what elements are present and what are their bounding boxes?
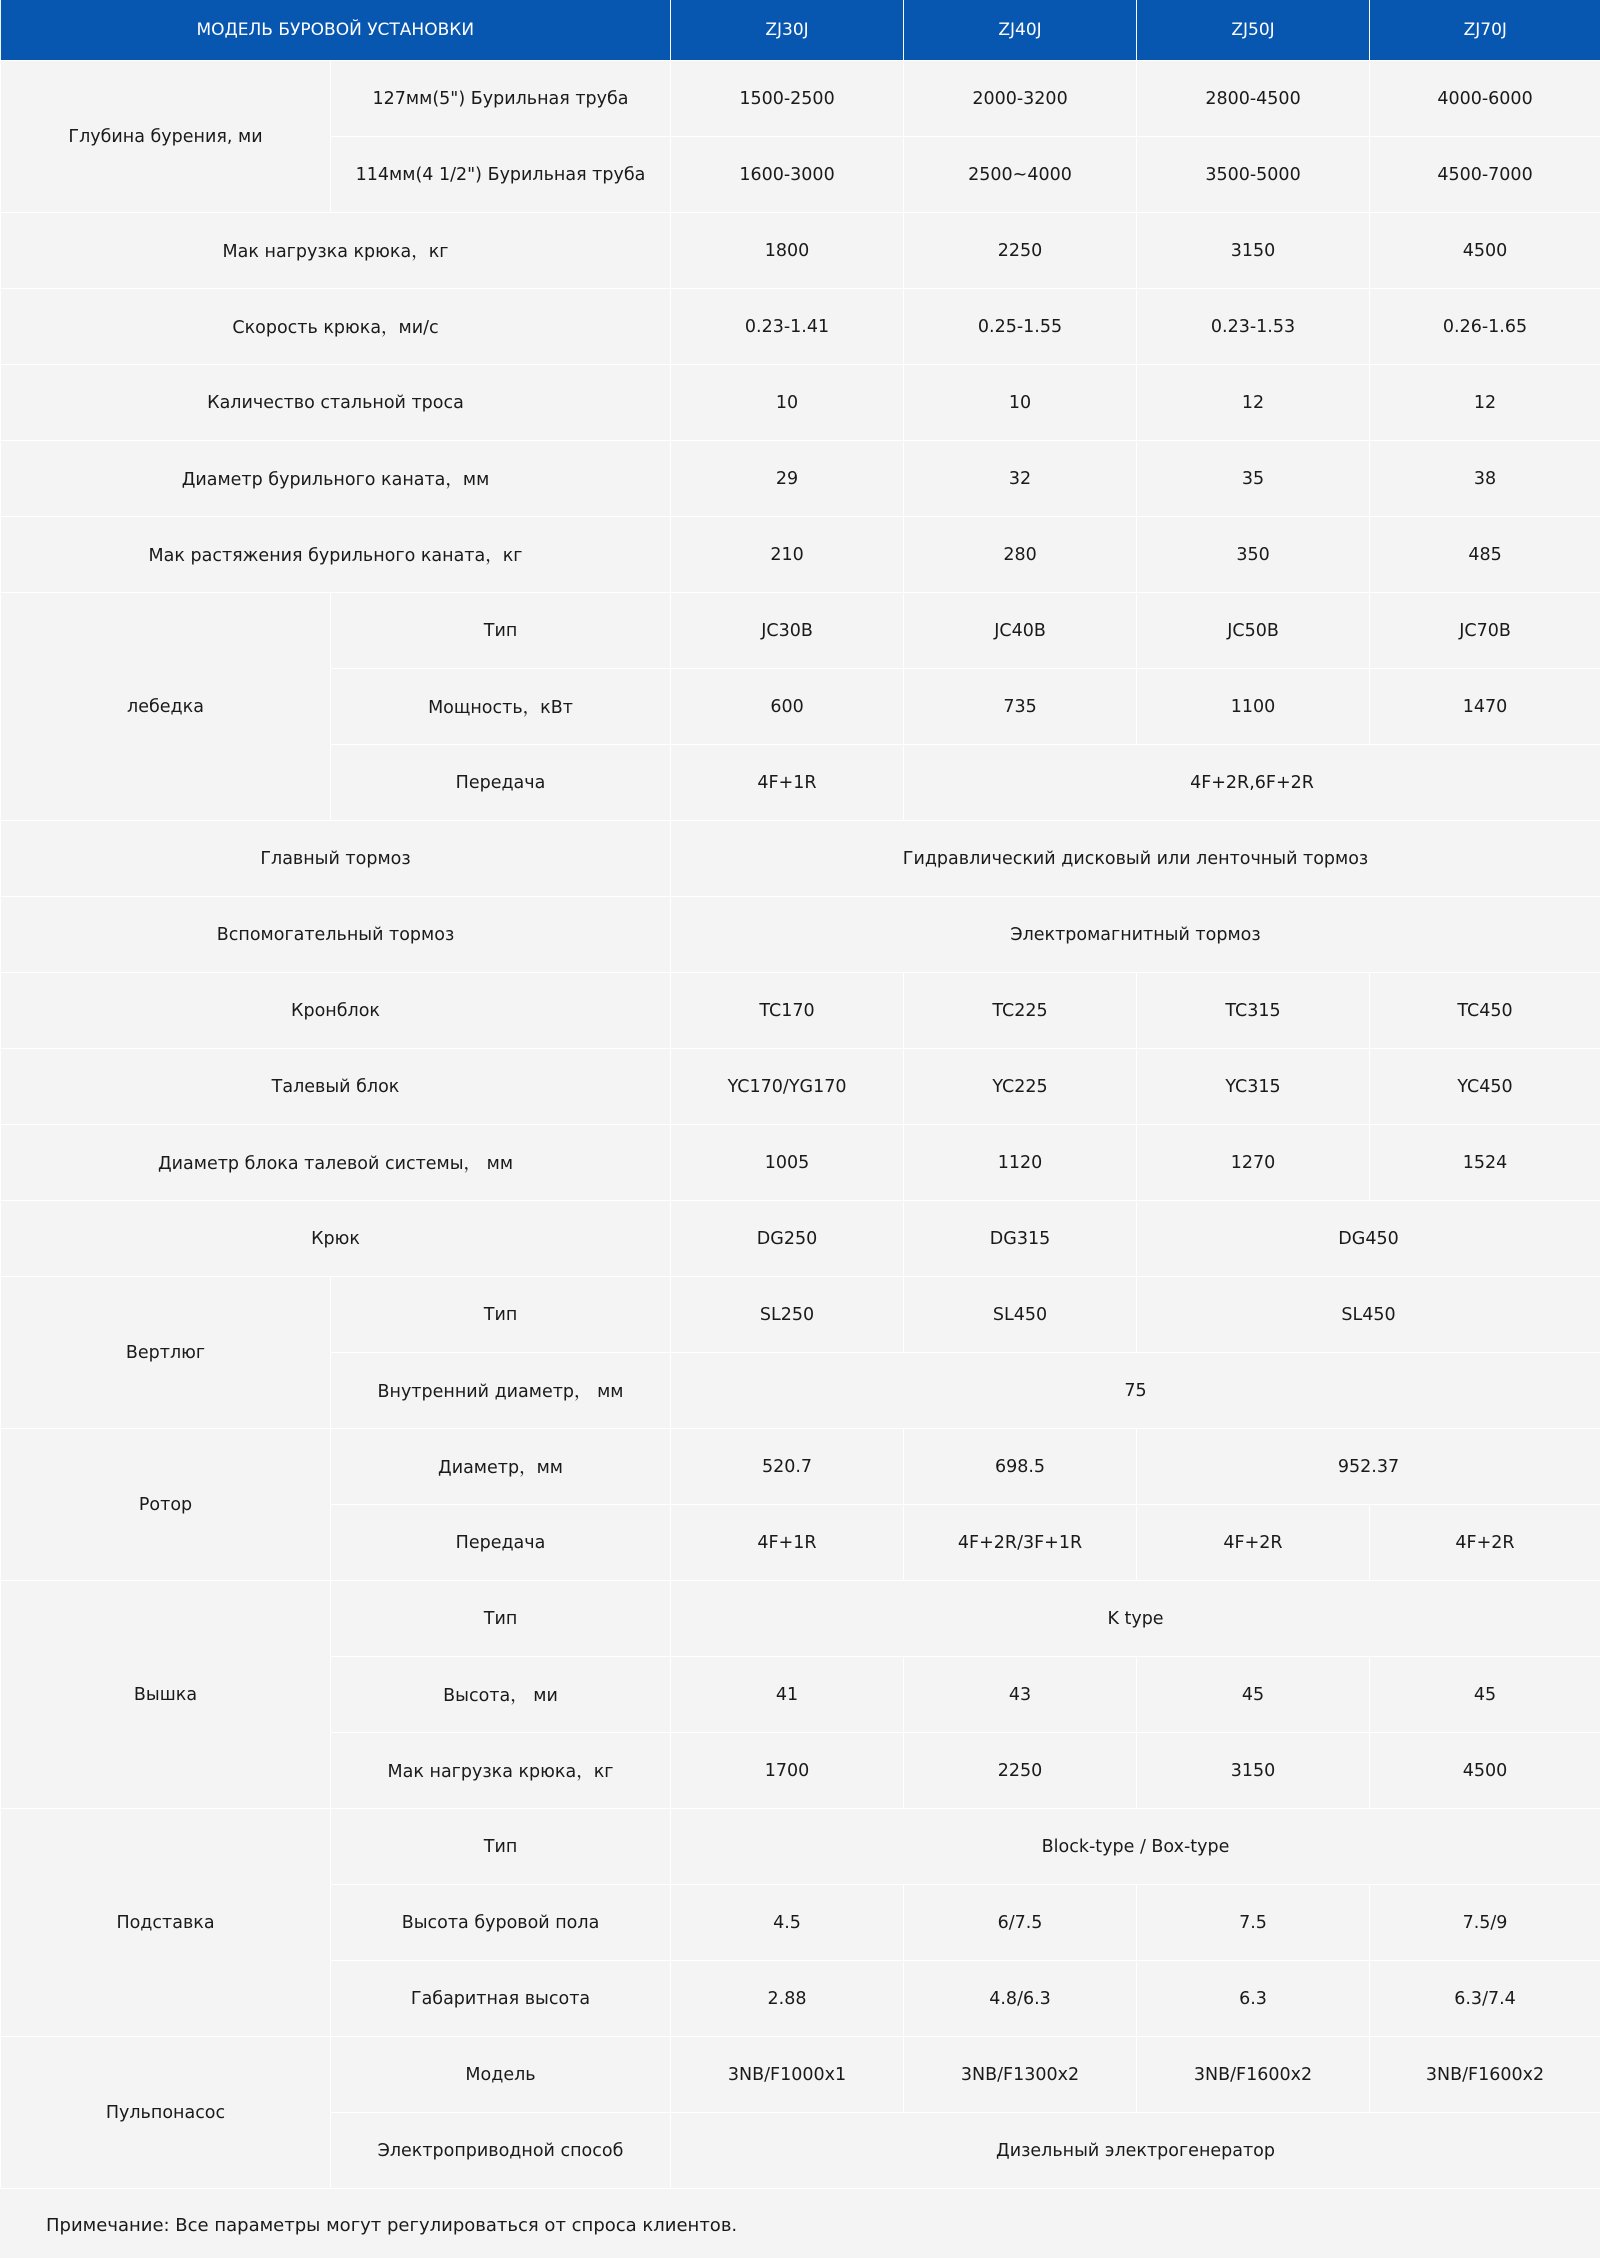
value-cell: 698.5 [904,1429,1137,1505]
value-cell: JC70B [1370,593,1600,669]
value-cell: YC315 [1137,1049,1370,1125]
param-label: Модель [331,2037,671,2113]
value-cell: 4F+2R [1137,1505,1370,1581]
table-row [1,1581,1600,1657]
param-label: Скорость крюка，ми/с [1,289,671,365]
param-label: Талевый блок [1,1049,671,1125]
value-cell: TC225 [904,973,1137,1049]
value-cell: 38 [1370,441,1600,517]
param-label: Электроприводной способ [331,2113,671,2189]
header-model-zj30j: ZJ30J [671,0,904,61]
value-cell: 4F+2R/3F+1R [904,1505,1137,1581]
value-cell: 1600-3000 [671,137,904,213]
value-cell: JC40B [904,593,1137,669]
value-cell: 3NB/F1300x2 [904,2037,1137,2113]
param-label: Тип [331,593,671,669]
value-cell: 485 [1370,517,1600,593]
value-cell-merged: 952.37 [1137,1429,1600,1505]
value-cell: 3150 [1137,1733,1370,1809]
table-row [1,1429,1600,1505]
value-cell: 4000-6000 [1370,61,1600,137]
param-label: Тип [331,1277,671,1353]
param-label: Мак нагрузка крюка，кг [331,1733,671,1809]
value-cell: DG250 [671,1201,904,1277]
value-cell: 2250 [904,213,1137,289]
value-cell: YC170/YG170 [671,1049,904,1125]
table-row [1,821,1600,897]
table-row [1,2037,1600,2113]
value-cell: 600 [671,669,904,745]
value-cell: 1100 [1137,669,1370,745]
table-row [1,441,1600,517]
value-cell: 2.88 [671,1961,904,2037]
value-cell: DG315 [904,1201,1137,1277]
param-label: Габаритная высота [331,1961,671,2037]
param-label: Кронблок [1,973,671,1049]
value-cell: 520.7 [671,1429,904,1505]
group-label-drilling-depth: Глубина бурения, ми [1,61,331,213]
value-cell: 1700 [671,1733,904,1809]
header-model-label: МОДЕЛЬ БУРОВОЙ УСТАНОВКИ [1,0,671,61]
value-cell: 32 [904,441,1137,517]
value-cell: SL250 [671,1277,904,1353]
param-label: Передача [331,1505,671,1581]
value-cell: 2500~4000 [904,137,1137,213]
header-model-zj70j: ZJ70J [1370,0,1600,61]
value-cell: 210 [671,517,904,593]
value-cell: 1005 [671,1125,904,1201]
value-cell: 2000-3200 [904,61,1137,137]
param-label: Диаметр блока талевой системы， мм [1,1125,671,1201]
value-cell: JC30B [671,593,904,669]
param-label: Высота буровой пола [331,1885,671,1961]
value-cell: 2250 [904,1733,1137,1809]
value-cell: 4.8/6.3 [904,1961,1137,2037]
table-row [1,897,1600,973]
value-cell: 45 [1370,1657,1600,1733]
value-cell: SL450 [904,1277,1137,1353]
value-cell: 35 [1137,441,1370,517]
value-cell: 6.3 [1137,1961,1370,2037]
value-cell: 1500-2500 [671,61,904,137]
value-cell: 4500-7000 [1370,137,1600,213]
value-cell: 12 [1137,365,1370,441]
header-row [1,0,1600,61]
param-label: 114мм(4 1/2") Бурильная труба [331,137,671,213]
value-cell: TC450 [1370,973,1600,1049]
group-label-mast: Вышка [1,1581,331,1809]
group-label-substructure: Подставка [1,1809,331,2037]
param-label: Тип [331,1809,671,1885]
value-cell: 0.25-1.55 [904,289,1137,365]
value-cell: YC225 [904,1049,1137,1125]
value-cell: 280 [904,517,1137,593]
table-row [1,1049,1600,1125]
table-row [1,289,1600,365]
value-cell-merged: Дизельный электрогенератор [671,2113,1600,2189]
param-label: Каличество стальной троса [1,365,671,441]
table-row [1,365,1600,441]
header-model-zj50j: ZJ50J [1137,0,1370,61]
value-cell-merged: 75 [671,1353,1600,1429]
param-label: Передача [331,745,671,821]
param-label: Крюк [1,1201,671,1277]
value-cell: 4F+1R [671,745,904,821]
table-row [1,1201,1600,1277]
param-label: Внутренний диаметр， мм [331,1353,671,1429]
table-row [1,61,1600,137]
value-cell: 1800 [671,213,904,289]
group-label-mud-pump: Пульпонасос [1,2037,331,2189]
value-cell: 7.5/9 [1370,1885,1600,1961]
value-cell: 0.23-1.53 [1137,289,1370,365]
value-cell: TC170 [671,973,904,1049]
value-cell-merged: 4F+2R,6F+2R [904,745,1600,821]
value-cell: JC50B [1137,593,1370,669]
value-cell: 43 [904,1657,1137,1733]
value-cell: 3NB/F1600x2 [1370,2037,1600,2113]
value-cell: 735 [904,669,1137,745]
value-cell: 10 [671,365,904,441]
header-model-zj40j: ZJ40J [904,0,1137,61]
table-row [1,213,1600,289]
param-label: 127мм(5") Бурильная труба [331,61,671,137]
value-cell: 29 [671,441,904,517]
value-cell: 3150 [1137,213,1370,289]
param-label: Главный тормоз [1,821,671,897]
value-cell: 1120 [904,1125,1137,1201]
param-label: Мощность，кВт [331,669,671,745]
value-cell: 7.5 [1137,1885,1370,1961]
value-cell: 1470 [1370,669,1600,745]
group-label-swivel: Вертлюг [1,1277,331,1429]
param-label: Диаметр，мм [331,1429,671,1505]
value-cell: 4F+2R [1370,1505,1600,1581]
param-label: Высота， ми [331,1657,671,1733]
value-cell: 4F+1R [671,1505,904,1581]
value-cell: 45 [1137,1657,1370,1733]
value-cell: 4.5 [671,1885,904,1961]
table-row [1,973,1600,1049]
table-row [1,1277,1600,1353]
value-cell-merged: DG450 [1137,1201,1600,1277]
value-cell: 41 [671,1657,904,1733]
value-cell: TC315 [1137,973,1370,1049]
value-cell: YC450 [1370,1049,1600,1125]
value-cell: 350 [1137,517,1370,593]
table-row [1,517,1600,593]
value-cell: 4500 [1370,1733,1600,1809]
value-cell-merged: Block-type / Box-type [671,1809,1600,1885]
table-row [1,1125,1600,1201]
value-cell-merged: SL450 [1137,1277,1600,1353]
value-cell: 0.23-1.41 [671,289,904,365]
table-row [1,593,1600,669]
value-cell-merged: Электромагнитный тормоз [671,897,1600,973]
group-label-drawworks: лебедка [1,593,331,821]
value-cell: 1270 [1137,1125,1370,1201]
value-cell: 3500-5000 [1137,137,1370,213]
value-cell: 3NB/F1600x2 [1137,2037,1370,2113]
param-label: Тип [331,1581,671,1657]
value-cell: 1524 [1370,1125,1600,1201]
group-label-rotary: Ротор [1,1429,331,1581]
value-cell: 0.26-1.65 [1370,289,1600,365]
value-cell-merged: Гидравлический дисковый или ленточный тормоз [671,821,1600,897]
param-label: Мак растяжения бурильного каната，кг [1,517,671,593]
table-row [1,1809,1600,1885]
param-label: Вспомогательный тормоз [1,897,671,973]
value-cell: 3NB/F1000x1 [671,2037,904,2113]
value-cell: 4500 [1370,213,1600,289]
footnote: Примечание: Все параметры могут регулироваться от спроса клиентов. [46,2215,738,2236]
value-cell: 6.3/7.4 [1370,1961,1600,2037]
value-cell: 12 [1370,365,1600,441]
param-label: Диаметр бурильного каната，мм [1,441,671,517]
value-cell-merged: K type [671,1581,1600,1657]
value-cell: 10 [904,365,1137,441]
value-cell: 6/7.5 [904,1885,1137,1961]
value-cell: 2800-4500 [1137,61,1370,137]
param-label: Мак нагрузка крюка，кг [1,213,671,289]
